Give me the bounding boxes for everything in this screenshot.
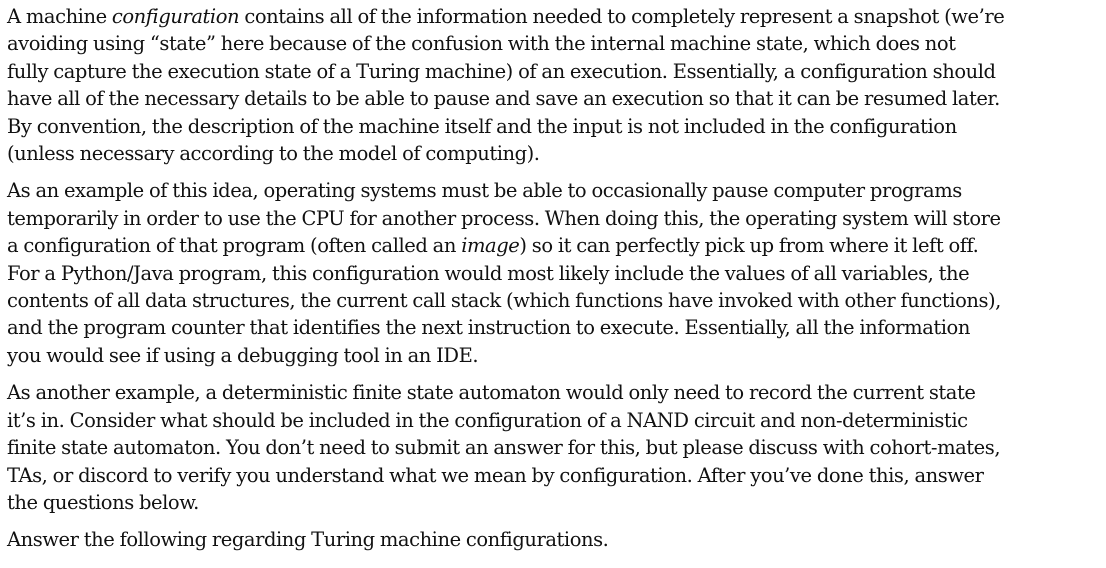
text-run: it’s in. Consider what should be included in the configuration of a NAND circuit and non-deterministic [7,408,968,432]
text-run: For a Python/Java program, this configuration would most likely include the values of all variables, the [7,261,970,285]
text-line [7,113,1098,140]
text-run: temporarily in order to use the CPU for another process. When doing this, the operating system will store [7,206,1001,230]
text-run: TAs, or discord to verify you understand what we mean by configuration. After you’ve done this, answer [7,463,984,487]
text-line [7,526,1098,553]
text-run: contains all of the information needed to completely represent a snapshot (we’re [239,5,1005,28]
text-line [7,489,1098,516]
text-run: A machine [7,5,112,28]
text-run: fully capture the execution state of a Turing machine) of an execution. Essentially, a configuration should [7,59,996,83]
paragraph-3 [7,379,1098,516]
text-run: a configuration of that program (often called an [7,234,462,258]
text-line [7,232,1098,259]
paragraph-4 [7,526,1098,553]
emphasized-term: configuration [111,5,240,28]
text-run: the questions below. [7,490,199,514]
text-line [7,140,1098,167]
text-line [7,177,1098,204]
text-line [7,205,1098,232]
text-run: As another example, a deterministic finite state automaton would only need to record the current state [7,381,976,405]
text-run: Answer the following regarding Turing machine configurations. [7,528,609,552]
text-line [7,260,1098,287]
text-line [7,30,1098,57]
text-line [7,434,1098,461]
text-run: As an example of this idea, operating systems must be able to occasionally pause computer programs [7,179,962,203]
text-run: avoiding using “state” here because of the confusion with the internal machine state, which does not [7,32,956,56]
text-run: have all of the necessary details to be able to pause and save an execution so that it can be resumed later. [7,87,1000,111]
text-line [7,379,1098,406]
text-line [7,314,1098,341]
text-run: (unless necessary according to the model of computing). [7,142,540,166]
text-run: finite state automaton. You don’t need to submit an answer for this, but please discuss with cohort-mates, [7,436,1001,460]
text-line [7,85,1098,112]
text-line [7,342,1098,369]
text-run: By convention, the description of the machine itself and the input is not included in the configuration [7,114,957,138]
text-line [7,287,1098,314]
text-line [7,407,1098,434]
text-line [7,58,1098,85]
paragraph-2 [7,177,1098,369]
text-run: ) so it can perfectly pick up from where it left off. [519,234,979,258]
text-line [7,462,1098,489]
text-run: and the program counter that identifies the next instruction to execute. Essentially, all the information [7,316,970,340]
emphasized-term: image [461,234,520,258]
text-run: contents of all data structures, the current call stack (which functions have invoked with other functions), [7,289,1001,313]
text-run: you would see if using a debugging tool in an IDE. [7,343,479,367]
text-line [7,3,1098,30]
paragraph-1 [7,3,1098,167]
